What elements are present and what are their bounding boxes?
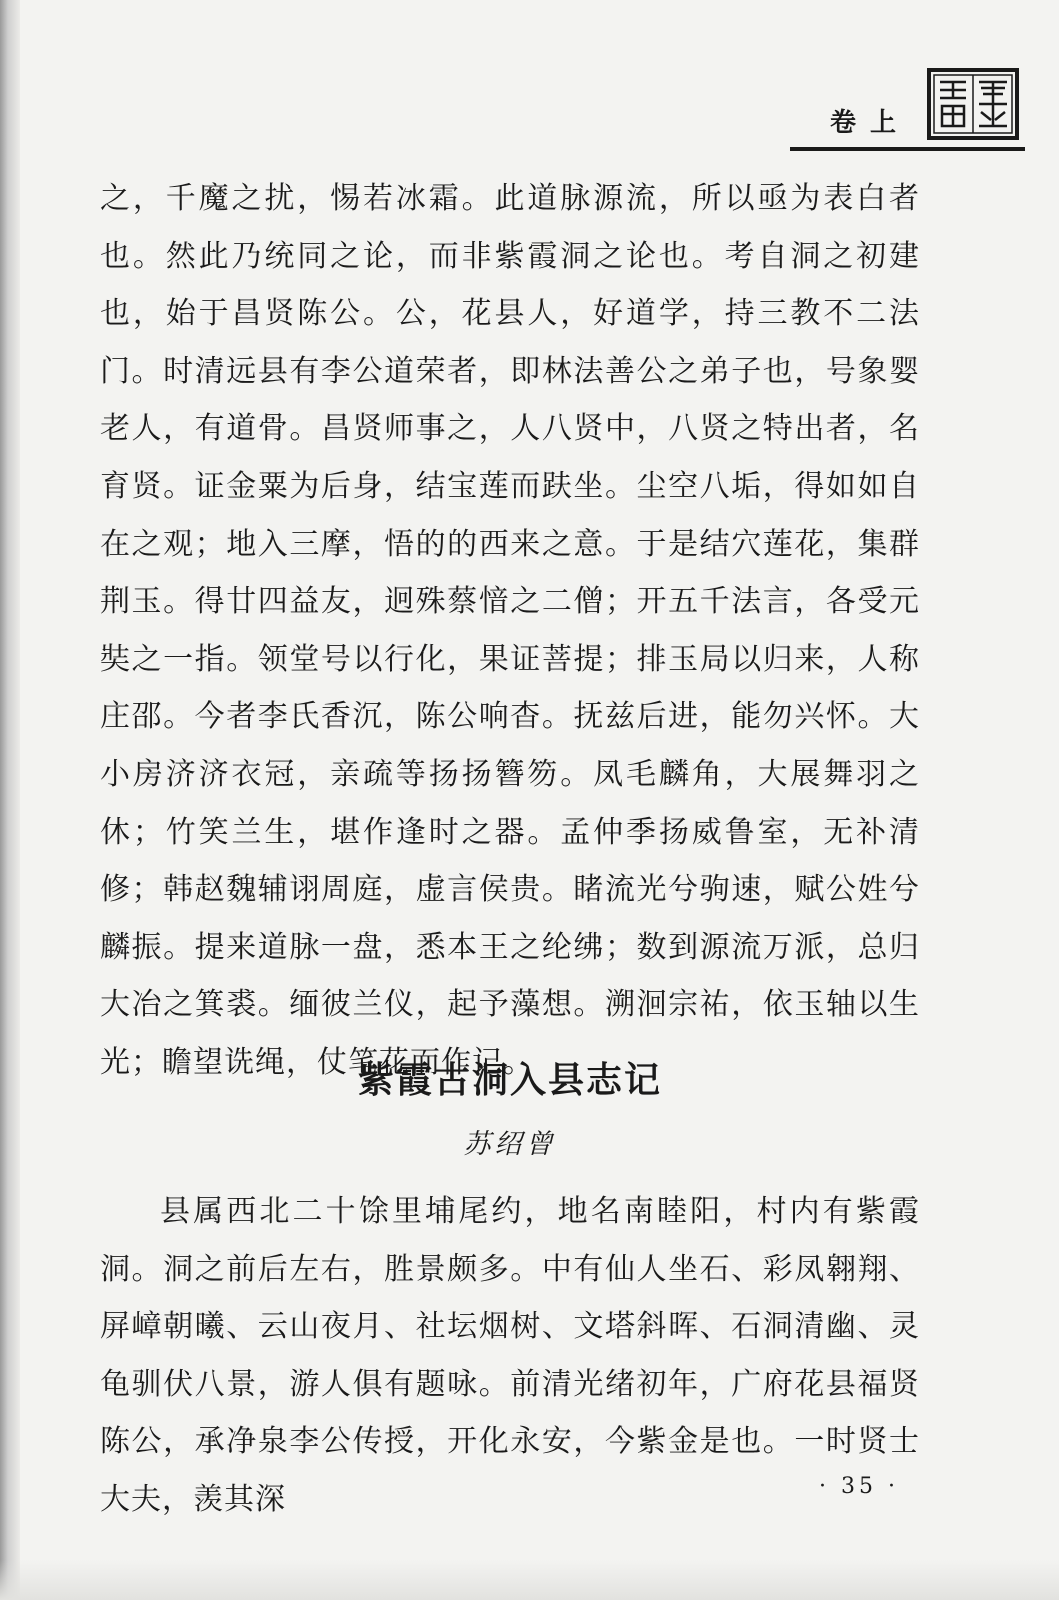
- essay-author: 苏绍曾: [463, 1129, 557, 1160]
- page-bottom-shadow: [0, 1560, 1059, 1600]
- seal-stamp-icon: [927, 68, 1019, 140]
- paragraph: 县属西北二十馀里埔尾约，地名南睦阳，村内有紫霞洞。洞之前后左右，胜景颇多。中有仙人坐石、彩凤翱翔、屏嶂朝曦、云山夜月、社坛烟树、文塔斜晖、石洞清幽、灵龟驯伏八景，游人俱有题咏。前清光绪初年，广府花县福贤陈公，承净泉李公传授，开化永安，今紫金是也。一时贤士大夫，羡其深: [100, 1194, 920, 1517]
- page-number: · 35 ·: [819, 1474, 899, 1499]
- header-rule: [790, 147, 1025, 151]
- main-text: [100, 170, 920, 1092]
- running-header: [680, 60, 1035, 155]
- volume-label: 卷上: [829, 108, 910, 138]
- essay-title: 紫霞古洞入县志记: [357, 1059, 662, 1101]
- page-binding-shadow: [0, 0, 20, 1600]
- essay-body: [100, 1183, 920, 1529]
- paragraph: 之，千魔之扰，惕若冰霜。此道脉源流，所以亟为表白者也。然此乃统同之论，而非紫霞洞之论也。考自洞之初建也，始于昌贤陈公。公，花县人，好道学，持三教不二法门。时清远县有李公道荣者，即林法善公之弟子也，号象婴老人，有道骨。昌贤师事之，人八贤中，八贤之特出者，名育贤。证金粟为后身，结宝莲而趺坐。尘空八垢，得如如自在之观；地入三摩，悟的的西来之意。于是结穴莲花，集群荆玉。得廿四益友，迥殊蔡愔之二僧；开五千法言，各受元奘之一指。领堂号以行化，果证菩提；排玉局以归来，人称庄邵。今者李氏香沉，陈公响杳。抚兹后进，能勿兴怀。大小房济济衣冠，亲疏等扬扬簪笏。凤毛麟角，大展舞羽之休；竹笑兰生，堪作逢时之器。孟仲季扬威鲁室，无补清修；韩赵魏辅诩周庭，虚言侯贵。睹流光兮驹速，赋公姓兮麟振。提来道脉一盘，悉本王之纶绋；数到源流万派，总归大冶之箕裘。缅彼兰仪，起予藻想。溯洄宗祐，依玉轴以生光；瞻望诜绳，仗笔花而作记。: [100, 181, 920, 1080]
